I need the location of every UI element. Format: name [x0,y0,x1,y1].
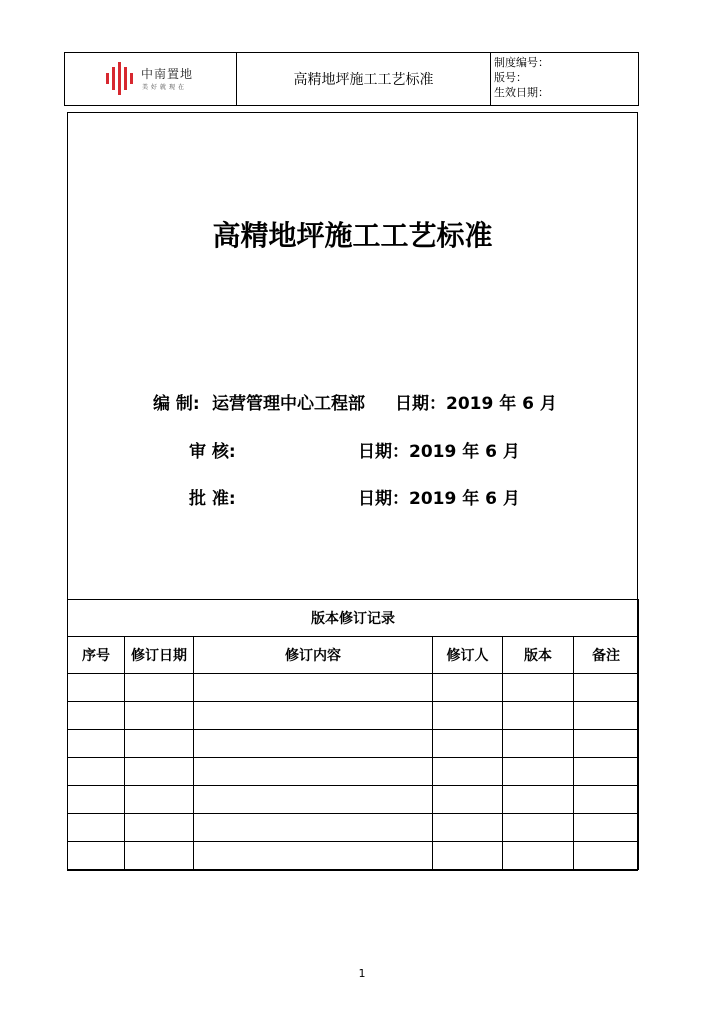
column-header: 修订人 [433,637,503,674]
table-cell [125,674,194,702]
review-label: 审 核: [189,442,236,462]
table-cell [503,786,574,814]
table-cell [125,758,194,786]
version-label: 版号： [494,71,527,84]
table-cell [194,814,433,842]
logo-cell [65,53,237,105]
approve-label: 批 准: [189,489,236,509]
table-cell [194,730,433,758]
review-date: 日期：2019 年 6 月 [358,442,520,462]
table-cell [433,842,503,870]
compile-label: 编 制: [153,394,200,414]
table-cell [433,674,503,702]
table-row [68,786,639,814]
table-cell [433,702,503,730]
table-cell [503,674,574,702]
table-row [68,730,639,758]
table-cell [125,730,194,758]
table-cell [125,814,194,842]
table-cell [68,730,125,758]
revision-table-caption: 版本修订记录 [68,600,639,637]
table-cell [433,786,503,814]
company-logo-icon [106,62,134,95]
approve-date: 日期：2019 年 6 月 [358,489,520,509]
table-cell [503,702,574,730]
column-header: 序号 [68,637,125,674]
table-cell [433,758,503,786]
logo-name: 中南置地 [141,67,194,81]
table-cell [574,814,639,842]
table-cell [503,814,574,842]
column-header: 修订日期 [125,637,194,674]
table-cell [574,842,639,870]
table-cell [68,702,125,730]
table-cell [125,786,194,814]
table-cell [125,702,194,730]
table-cell [68,814,125,842]
header-meta [491,53,638,105]
table-cell [194,702,433,730]
table-cell [194,786,433,814]
table-cell [68,758,125,786]
table-row [68,674,639,702]
table-cell [503,842,574,870]
effective-date-label: 生效日期： [494,86,549,99]
table-cell [574,786,639,814]
revision-table [67,599,639,870]
table-row [68,842,639,870]
table-row [68,702,639,730]
document-header [64,52,639,106]
table-cell [503,730,574,758]
document-title: 高精地坪施工工艺标准 [212,219,493,252]
compile-date: 日期：2019 年 6 月 [395,394,557,414]
table-cell [125,842,194,870]
table-cell [433,814,503,842]
table-cell [574,674,639,702]
table-cell [433,730,503,758]
header-title: 高精地坪施工工艺标准 [237,53,491,105]
column-header: 备注 [574,637,639,674]
table-row [68,758,639,786]
column-header: 修订内容 [194,637,433,674]
doc-number-label: 制度编号： [494,56,549,69]
column-header: 版本 [503,637,574,674]
table-cell [194,842,433,870]
revision-table-header [68,637,639,674]
table-cell [574,730,639,758]
table-cell [194,758,433,786]
table-cell [574,758,639,786]
table-row [68,814,639,842]
table-cell [68,786,125,814]
table-cell [68,842,125,870]
logo-tagline: 美好就现在 [142,84,188,91]
table-cell [503,758,574,786]
compile-department: 运营管理中心工程部 [212,394,365,414]
table-cell [194,674,433,702]
page-number: 1 [358,967,366,980]
table-cell [68,674,125,702]
table-cell [574,702,639,730]
